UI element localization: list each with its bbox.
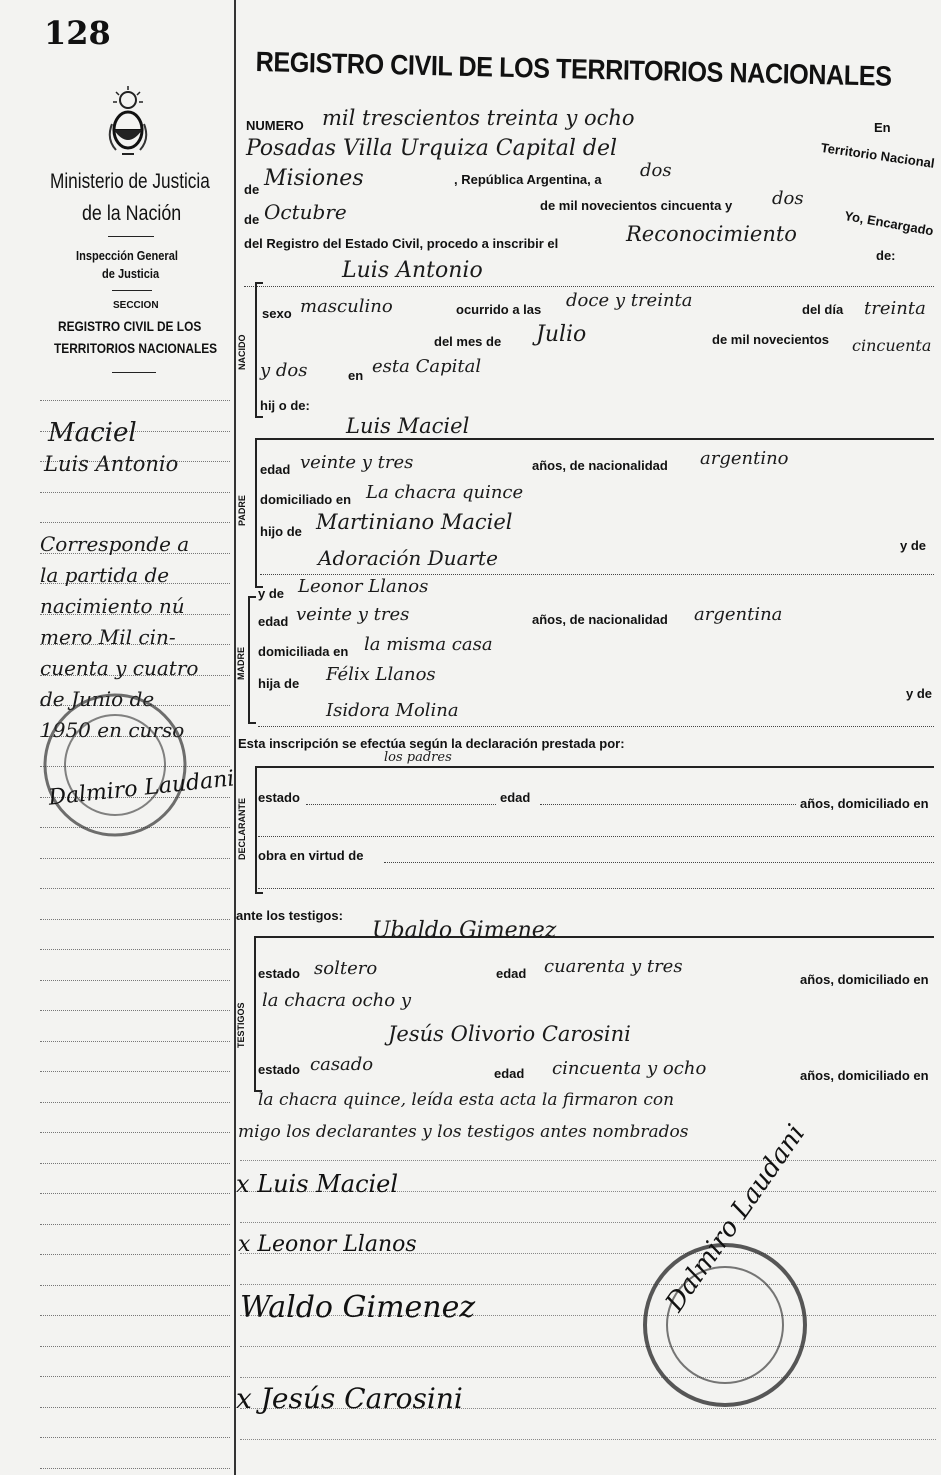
anios-dom-label3: años, domiciliado en [800,1068,929,1083]
mil-label: de mil novecientos [712,332,830,347]
ruled-line [40,919,230,920]
official-seal-stamp [640,1240,810,1410]
del-mes-label: del mes de [434,334,502,349]
ruled-line [240,1377,936,1378]
del-dia-label: del día [802,302,844,317]
divider [108,236,154,237]
divider [112,290,152,291]
de2-label: de: [876,248,896,263]
ruled-line [40,1315,230,1316]
mes-value: Octubre [264,200,347,224]
edad-label4: edad [496,966,527,981]
ocurrido-label: ocurrido a las [456,302,542,317]
anios-dom-label: años, domiciliado en [800,796,929,811]
numero-value: mil trescientos treinta y ocho [322,106,635,130]
ruled-line [40,1376,230,1377]
madre-dom: la misma casa [364,634,493,655]
dotted-line [384,862,934,863]
signature-registrar: Dalmiro Laudani [660,1119,812,1318]
sexo-label: sexo [262,306,292,321]
place-value: Posadas Villa Urquiza Capital del [246,136,618,161]
declarante-bracket [255,766,263,894]
t2-edad: cincuenta y ocho [552,1058,707,1079]
estado-label: estado [258,790,300,805]
ruled-line [240,1346,936,1347]
anios-dom-label2: años, domiciliado en [800,972,929,987]
ruled-line [40,949,230,950]
hijo-label: hij o de: [260,398,310,413]
en-label: En [874,120,891,135]
domiciliada-label: domiciliada en [258,644,349,659]
ruled-line [40,1285,230,1286]
ruled-line [40,1254,230,1255]
nacido-label: NACIDO [237,334,247,370]
section-line2: TERRITORIOS NACIONALES [54,340,218,356]
hija-de-label: hija de [258,676,300,691]
dotted-line [260,574,934,575]
year-label: de mil novecientos cincuenta y [540,198,733,213]
ruled-line [40,1437,230,1438]
t1-name: Ubaldo Gimenez [372,918,557,943]
section-rule [258,438,934,440]
estado-label2: estado [258,966,300,981]
ruled-line [40,1468,230,1469]
y-de-label: y de [900,538,927,553]
territorio-value: Misiones [264,166,364,191]
mes-nac-value: Julio [536,322,587,347]
signature-leonor-llanos: x Leonor Llanos [238,1232,417,1257]
margin-note-line: la partida de [40,563,170,587]
padre-label: PADRE [237,495,247,526]
hijo-de-label: hijo de [260,524,302,539]
edad-label3: edad [500,790,531,805]
act-value: Reconocimiento [626,222,797,246]
madre-edad: veinte y tres [296,604,410,625]
ruled-line [40,888,230,889]
ruled-line [40,1346,230,1347]
padre-dom: La chacra quince [366,482,524,503]
margin-name1: Maciel [48,418,137,448]
de-label: de [244,182,260,197]
obra-label: obra en virtud de [258,848,364,863]
ruled-line [40,522,230,523]
section-label: SECCION [113,300,159,311]
anios-nac-label2: años, de nacionalidad [532,612,668,627]
margin-signature: Dalmiro Laudani [47,766,236,811]
closing-text: migo los declarantes y los testigos antes nombrados [238,1122,689,1142]
edad-label: edad [260,462,291,477]
en-label2: en [348,368,364,383]
ruled-line [40,1071,230,1072]
margin-note-line: nacimiento nú [40,594,185,618]
ministry-line1: Ministerio de Justicia [50,170,210,193]
de-mes-label: de [244,212,260,227]
padre-madre: Adoración Duarte [318,546,498,570]
mother-name-header: Leonor Llanos [298,576,429,597]
ruled-line [40,1163,230,1164]
margin-note-line: de Junio de [40,687,155,711]
y-de2-label: y de [258,586,285,601]
dotted-line [306,804,496,805]
section-line1: REGISTRO CIVIL DE LOS [58,318,202,334]
page-number: 128 [44,14,111,52]
ruled-line [40,1132,230,1133]
territorio-label: Territorio Nacional [819,140,936,171]
ruled-line [40,980,230,981]
madre-nac: argentina [694,604,783,625]
hora-value: doce y treinta [566,290,693,311]
madre-bracket [248,596,256,724]
signature-luis-maciel: x Luis Maciel [236,1170,399,1198]
declarante-label: DECLARANTE [237,798,247,860]
y-de3-label: y de [906,686,933,701]
signature-jesus-carosini: x Jesús Carosini [236,1382,463,1415]
dotted-line [258,726,934,727]
t1-estado: soltero [314,958,378,979]
anios-nac-label: años, de nacionalidad [532,458,668,473]
ante-label: ante los testigos: [236,908,343,923]
divider [112,372,156,373]
year-nac2: y dos [260,360,308,381]
margin-name2: Luis Antonio [44,452,179,476]
ruled-line [40,400,230,401]
inscripcion-label: Esta inscripción se efectúa según la declaración prestada por: [238,736,625,751]
padre-padre: Martiniano Maciel [316,510,513,534]
margin-note-line: mero Mil cin- [40,625,176,649]
republica-label: , República Argentina, a [454,172,602,187]
ruled-line [240,1439,936,1440]
section-rule [258,936,934,938]
margin-rule [234,0,236,1475]
t2-name: Jesús Olivorio Carosini [388,1022,631,1046]
numero-label: NUMERO [246,118,304,133]
ruled-line [40,1041,230,1042]
dia-value: treinta [864,298,926,319]
dotted-line [258,888,934,889]
ruled-line [40,1010,230,1011]
sexo-value: masculino [300,296,393,317]
signature-waldo-gimenez: Waldo Gimenez [240,1290,476,1325]
testigos-label: TESTIGOS [236,1002,246,1048]
year-nac1: cincuenta [852,336,932,355]
child-name: Luis Antonio [342,258,483,283]
t1-dom: la chacra ocho y [262,990,411,1011]
year-value: dos [772,188,804,209]
dotted-line [258,836,934,837]
coat-of-arms-emblem [104,84,152,164]
padre-bracket [255,438,263,588]
father-name-header: Luis Maciel [346,414,470,438]
section-rule [258,766,934,768]
margin-note-line: cuenta y cuatro [40,656,199,680]
estado-label3: estado [258,1062,300,1077]
inspection-line2: de Justicia [102,266,160,281]
lugar-value: esta Capital [372,356,482,377]
declarante-value: los padres [384,750,452,765]
t1-edad: cuarenta y tres [544,956,683,977]
dotted-line [244,286,934,287]
ruled-line [40,1193,230,1194]
margin-note-line: Corresponde a [40,532,190,556]
encargado-label: Yo, Encargado [843,208,935,239]
ruled-line [40,1407,230,1408]
ruled-line [40,492,230,493]
ruled-line [40,1102,230,1103]
t2-estado: casado [310,1054,374,1075]
ruled-line [40,858,230,859]
registro-label: del Registro del Estado Civil, procedo a inscribir el [244,236,559,251]
madre-label: MADRE [236,647,246,680]
ministry-line2: de la Nación [82,202,182,225]
edad-label2: edad [258,614,289,629]
ruled-line [240,1160,936,1161]
document-title: REGISTRO CIVIL DE LOS TERRITORIOS NACIONALES [255,46,892,92]
padre-nac: argentino [700,448,789,469]
domiciliado-label: domiciliado en [260,492,352,507]
dotted-line [540,804,796,805]
margin-note-line: 1950 en curso [40,718,185,742]
ruled-line [40,1224,230,1225]
madre-madre: Isidora Molina [326,700,459,721]
edad-label5: edad [494,1066,525,1081]
t2-dom: la chacra quince, leída esta acta la firmaron con [258,1090,675,1110]
ruled-line [240,1222,936,1223]
ruled-line [240,1284,936,1285]
madre-padre: Félix Llanos [326,664,436,685]
inspection-line1: Inspección General [76,248,178,263]
day-value: dos [640,160,672,181]
padre-edad: veinte y tres [300,452,414,473]
official-seal-stamp [40,690,190,840]
